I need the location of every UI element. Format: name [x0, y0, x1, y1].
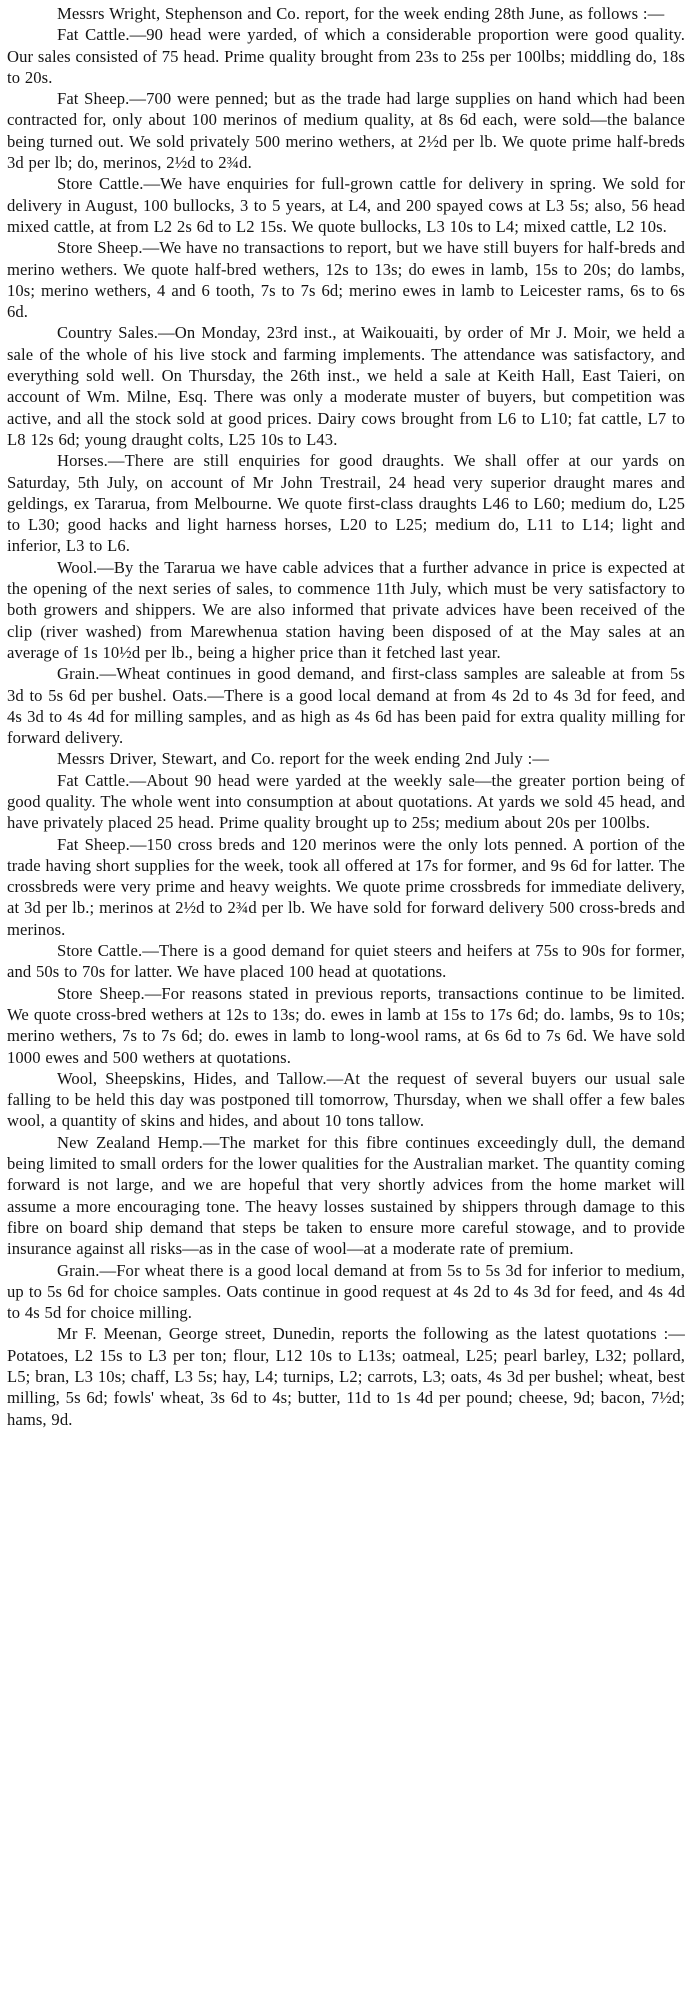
paragraph-wool: Wool.—By the Tararua we have cable advices that a further advance in price is expected at the opening of the next series of sales, to commence 11th July, which must be very satisfactory to both growers and shippers. We are also informed that private advices have been received of the clip (river washed) from Marewhenua station having been disposed of at the May sales at an average of 1s 10½d per lb., being a higher price than it fetched last year.: [7, 557, 685, 662]
paragraph-horses: Horses.—There are still enquiries for good draughts. We shall offer at our yards on Saturday, 5th July, on account of Mr John Trestrail, 24 head very superior draught mares and geldings, ex Tararua, from Melbourne. We quote first-class draughts L46 to L60; medium do, L25 to L30; good hacks and light harness horses, L20 to L25; medium do, L11 to L14; light and inferior, L3 to L6.: [7, 451, 685, 556]
paragraph-store-sheep: Store Sheep.—We have no transactions to report, but we have still buyers for half-breds and merino wethers. We quote half-bred wethers, 12s to 13s; do ewes in lamb, 15s to 20s; do lambs, 10s; merino wethers, 4 and 6 tooth, 7s to 7s 6d; merino ewes in lamb to Leicester rams, 6s to 6s 6d.: [7, 238, 685, 322]
report-intro-wright-stephenson: Messrs Wright, Stephenson and Co. report, for the week ending 28th June, as follows :—: [57, 4, 665, 23]
paragraph-store-cattle-2: Store Cattle.—There is a good demand for quiet steers and heifers at 75s to 90s for former, and 50s to 70s for latter. We have placed 100 head at quotations.: [7, 941, 685, 982]
paragraph-fat-cattle: Fat Cattle.—90 head were yarded, of which a considerable proportion were good quality. Our sales consisted of 75 head. Prime quality brought from 23s to 25s per 100lbs; middling do, 18s to 20s.: [7, 25, 685, 87]
paragraph-nz-hemp: New Zealand Hemp.—The market for this fibre continues exceedingly dull, the demand being limited to small orders for the lower qualities for the Australian market. The quantity coming forward is not large, and we are hopeful that very shortly advices from the home market will assume a more encouraging tone. The heavy losses sustained by shippers through damage to this fibre on board ship demand that steps be taken to ensure more careful stowage, and to provide insurance against all risks—as in the case of wool—at a moderate rate of premium.: [7, 1132, 685, 1259]
paragraph-country-sales: Country Sales.—On Monday, 23rd inst., at Waikouaiti, by order of Mr J. Moir, we held a sale of the whole of his live stock and farming implements. The attendance was satisfactory, and everything sold well. On Thursday, the 26th inst., we held a sale at Keith Hall, East Taieri, on account of Wm. Milne, Esq. There was only a moderate muster of buyers, but competition was active, and all the stock sold at good prices. Dairy cows brought from L6 to L10; fat cattle, L7 to L8 12s 6d; young draught colts, L25 10s to L43.: [7, 323, 685, 449]
paragraph-store-sheep-2: Store Sheep.—For reasons stated in previous reports, transactions continue to be limited. We quote cross-bred wethers at 12s to 13s; do. ewes in lamb at 15s to 17s 6d; do. lambs, 9s to 10s; merino wethers, 7s to 7s 6d; do. ewes in lamb to long-wool rams, at 6s 6d to 7s 6d. We have sold 1000 ewes and 500 wethers at quotations.: [7, 983, 685, 1067]
report-meenan-quotations: Mr F. Meenan, George street, Dunedin, reports the following as the latest quotations :—Potatoes, L2 15s to L3 per ton; flour, L12 10s to L13s; oatmeal, L25; pearl barley, L32; pollard, L5; bran, L3 10s; chaff, L3 5s; hay, L4; turnips, L2; carrots, L3; oats, 4s 3d per bushel; wheat, best milling, 5s 6d; fowls' wheat, 3s 6d to 4s; butter, 11d to 1s 4d per pound; cheese, 9d; bacon, 7½d; hams, 9d.: [7, 1324, 685, 1429]
paragraph-fat-sheep-2: Fat Sheep.—150 cross breds and 120 merinos were the only lots penned. A portion of the trade having short supplies for the week, took all offered at 17s for former, and 9s 6d for latter. The crossbreds were very prime and heavy weights. We quote prime crossbreds for immediate delivery, at 3d per lb.; merinos at 2½d to 2¾d per lb. We have sold for forward delivery 500 cross-breds and merinos.: [7, 834, 685, 939]
paragraph-fat-cattle-2: Fat Cattle.—About 90 head were yarded at the weekly sale—the greater portion being of good quality. The whole went into consumption at about quotations. At yards we sold 45 head, and have privately placed 25 head. Prime quality brought up to 25s; medium about 20s per 100lbs.: [7, 770, 685, 833]
paragraph-store-cattle: Store Cattle.—We have enquiries for full-grown cattle for delivery in spring. We sold for delivery in August, 100 bullocks, 3 to 5 years, at L4, and 200 spayed cows at L3 5s; also, 56 head mixed cattle, at from L2 2s 6d to L2 15s. We quote bullocks, L3 10s to L4; mixed cattle, L2 10s.: [7, 174, 685, 236]
paragraph-fat-sheep: Fat Sheep.—700 were penned; but as the trade had large supplies on hand which had been contracted for, only about 100 merinos of medium quality, at 8s 6d each, were sold—the balance being turned out. We sold privately 500 merino wethers, at 2½d per lb. We quote prime half-breds 3d per lb; do, merinos, 2½d to 2¾d.: [7, 89, 685, 173]
report-intro-driver-stewart: Messrs Driver, Stewart, and Co. report for the week ending 2nd July :—: [57, 749, 550, 769]
paragraph-grain-2: Grain.—For wheat there is a good local demand at from 5s to 5s 3d for inferior to medium, up to 5s 6d for choice samples. Oats continue in good request at 4s 2d to 4s 3d for feed, and 4s 4d to 4s 5d for choice milling.: [7, 1260, 685, 1323]
paragraph-wool-hides-tallow: Wool, Sheepskins, Hides, and Tallow.—At the request of several buyers our usual sale falling to be held this day was postponed till tomorrow, Thursday, when we shall offer a few bales wool, a quantity of skins and hides, and about 10 tons tallow.: [7, 1068, 685, 1131]
paragraph-grain: Grain.—Wheat continues in good demand, and first-class samples are saleable at from 5s 3d to 5s 6d per bushel. Oats.—There is a good local demand at from 4s 2d to 4s 3d for feed, and 4s 3d to 4s 4d for milling samples, and as high as 4s 6d has been paid for extra quality milling for forward delivery.: [7, 664, 685, 748]
